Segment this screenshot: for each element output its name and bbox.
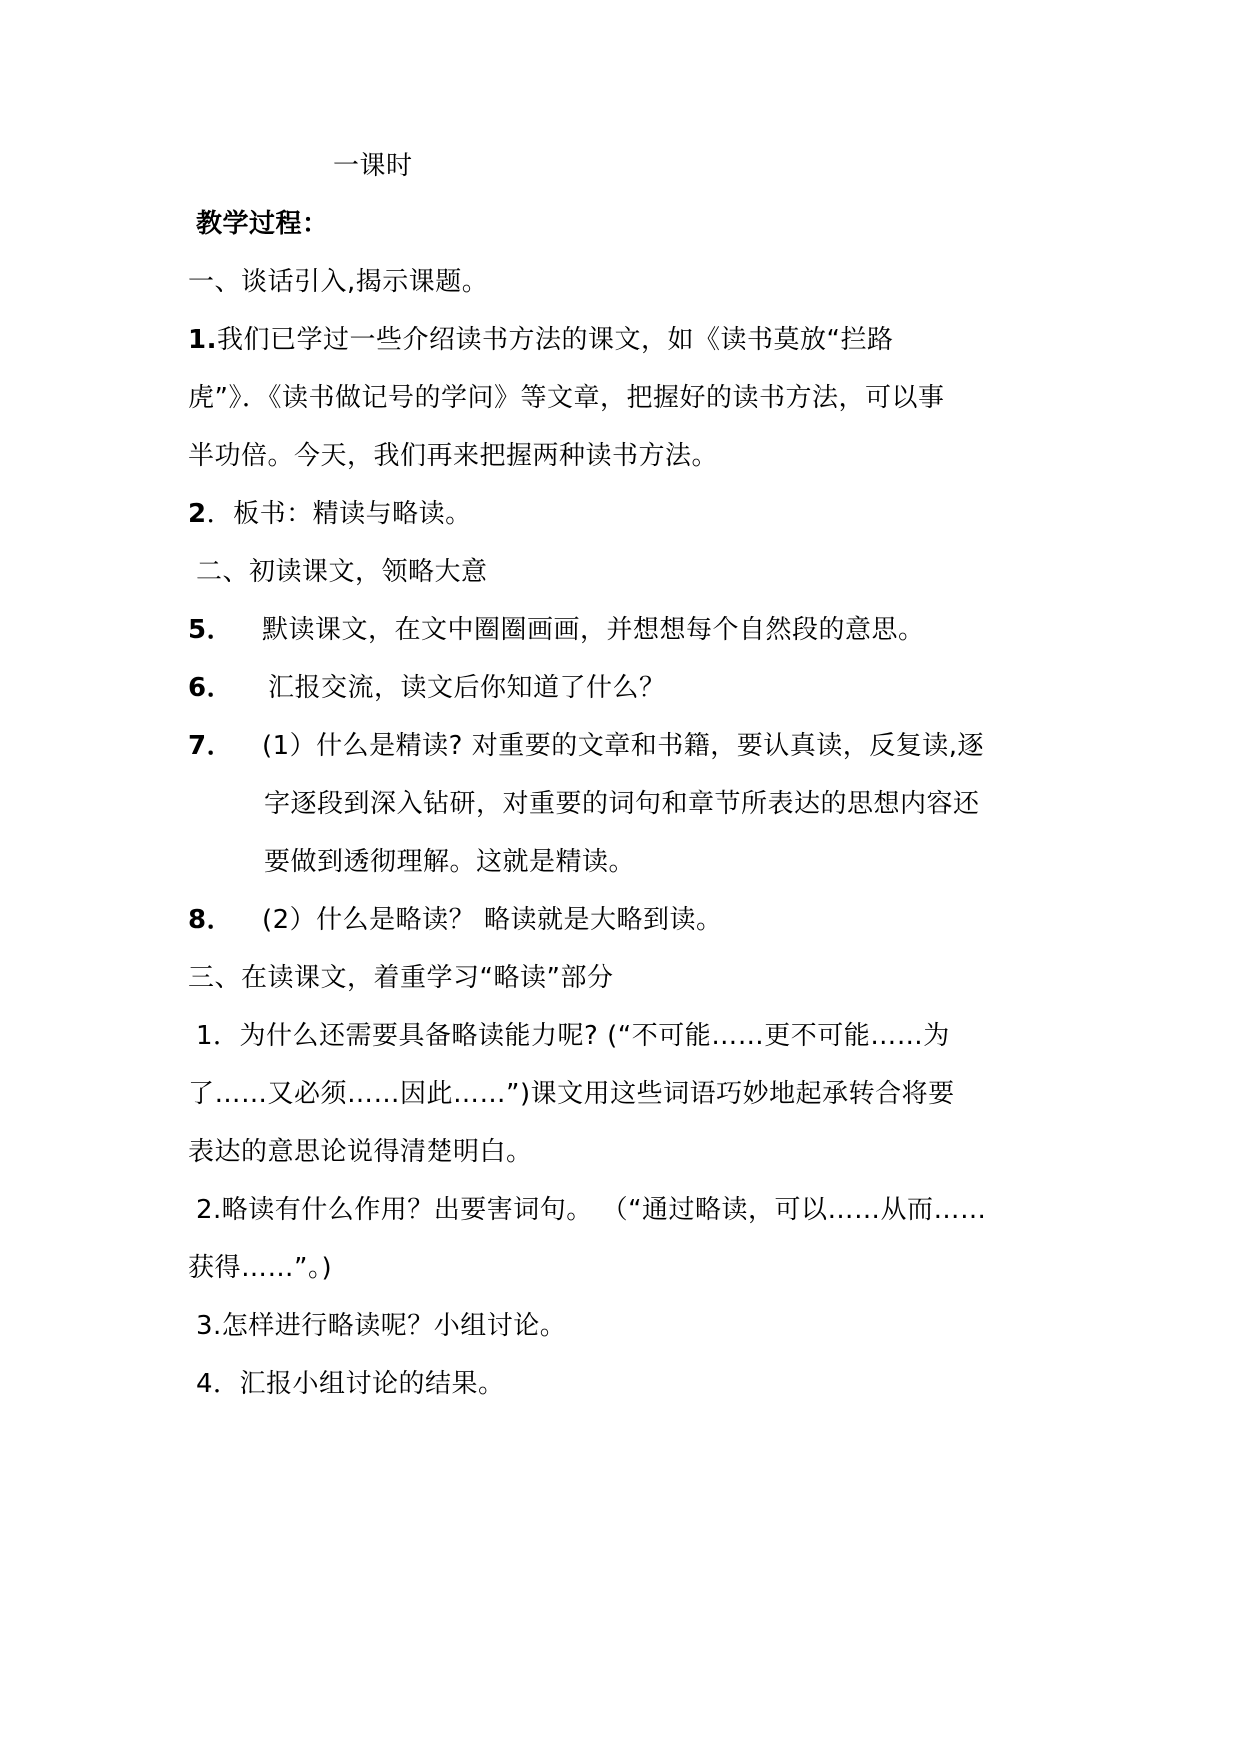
question-1-line-1: 1．为什么还需要具备略读能力呢? (“不可能……更不可能……为 — [196, 1021, 950, 1051]
item-1-text: 我们已学过一些介绍读书方法的课文，如《读书莫放“拦路 — [216, 325, 894, 355]
question-2-line-1: 2.略读有什么作用？出要害词句。 （“通过略读，可以……从而…… — [196, 1195, 987, 1225]
question-4: 4．汇报小组讨论的结果。 — [196, 1369, 505, 1399]
item-5-text: 默读课文，在文中圈圈画画，并想想每个自然段的意思。 — [262, 615, 925, 645]
item-1-line-2: 虎”》．《读书做记号的学问》等文章，把握好的读书方法，可以事 — [188, 383, 945, 413]
question-1-line-3: 表达的意思论说得清楚明白。 — [188, 1137, 533, 1167]
question-2-line-2: 获得……”。) — [188, 1253, 333, 1283]
item-2-text: ．板书：精读与略读。 — [206, 499, 472, 529]
item-8-text: (2）什么是略读？ 略读就是大略到读。 — [262, 905, 723, 935]
section-1-title: 一、谈话引入,揭示课题。 — [188, 267, 489, 297]
item-7-text: (1）什么是精读? 对重要的文章和书籍，要认真读，反复读,逐 — [262, 731, 985, 761]
item-5 — [188, 612, 925, 648]
item-7-line-3: 要做到透彻理解。这就是精读。 — [264, 847, 636, 877]
item-5-number: 5． — [188, 615, 234, 645]
item-8-number: 8． — [188, 905, 234, 935]
teaching-process-heading: 教学过程： — [196, 209, 329, 239]
item-1-number: 1. — [188, 325, 217, 355]
item-6-text: 汇报交流，读文后你知道了什么？ — [268, 673, 666, 703]
item-6-number: 6． — [188, 673, 234, 703]
question-3: 3.怎样进行略读呢？小组讨论。 — [196, 1311, 567, 1341]
item-2-number: 2 — [188, 499, 207, 529]
item-7-line-2: 字逐段到深入钻研，对重要的词句和章节所表达的思想内容还 — [264, 789, 980, 819]
item-2 — [188, 496, 472, 532]
item-6 — [188, 670, 666, 706]
item-1-line-3: 半功倍。今天，我们再来把握两种读书方法。 — [188, 441, 719, 471]
lesson-title: 一课时 — [333, 151, 413, 181]
item-7-number: 7． — [188, 731, 234, 761]
section-2-title: 二、初读课文，领略大意 — [196, 557, 488, 587]
item-1-line-1 — [188, 322, 893, 358]
item-8 — [188, 902, 722, 938]
section-3-title: 三、在读课文，着重学习“略读”部分 — [188, 963, 614, 993]
question-1-line-2: 了……又必须……因此……”)课文用这些词语巧妙地起承转合将要 — [188, 1079, 955, 1109]
item-7-line-1 — [188, 728, 984, 764]
